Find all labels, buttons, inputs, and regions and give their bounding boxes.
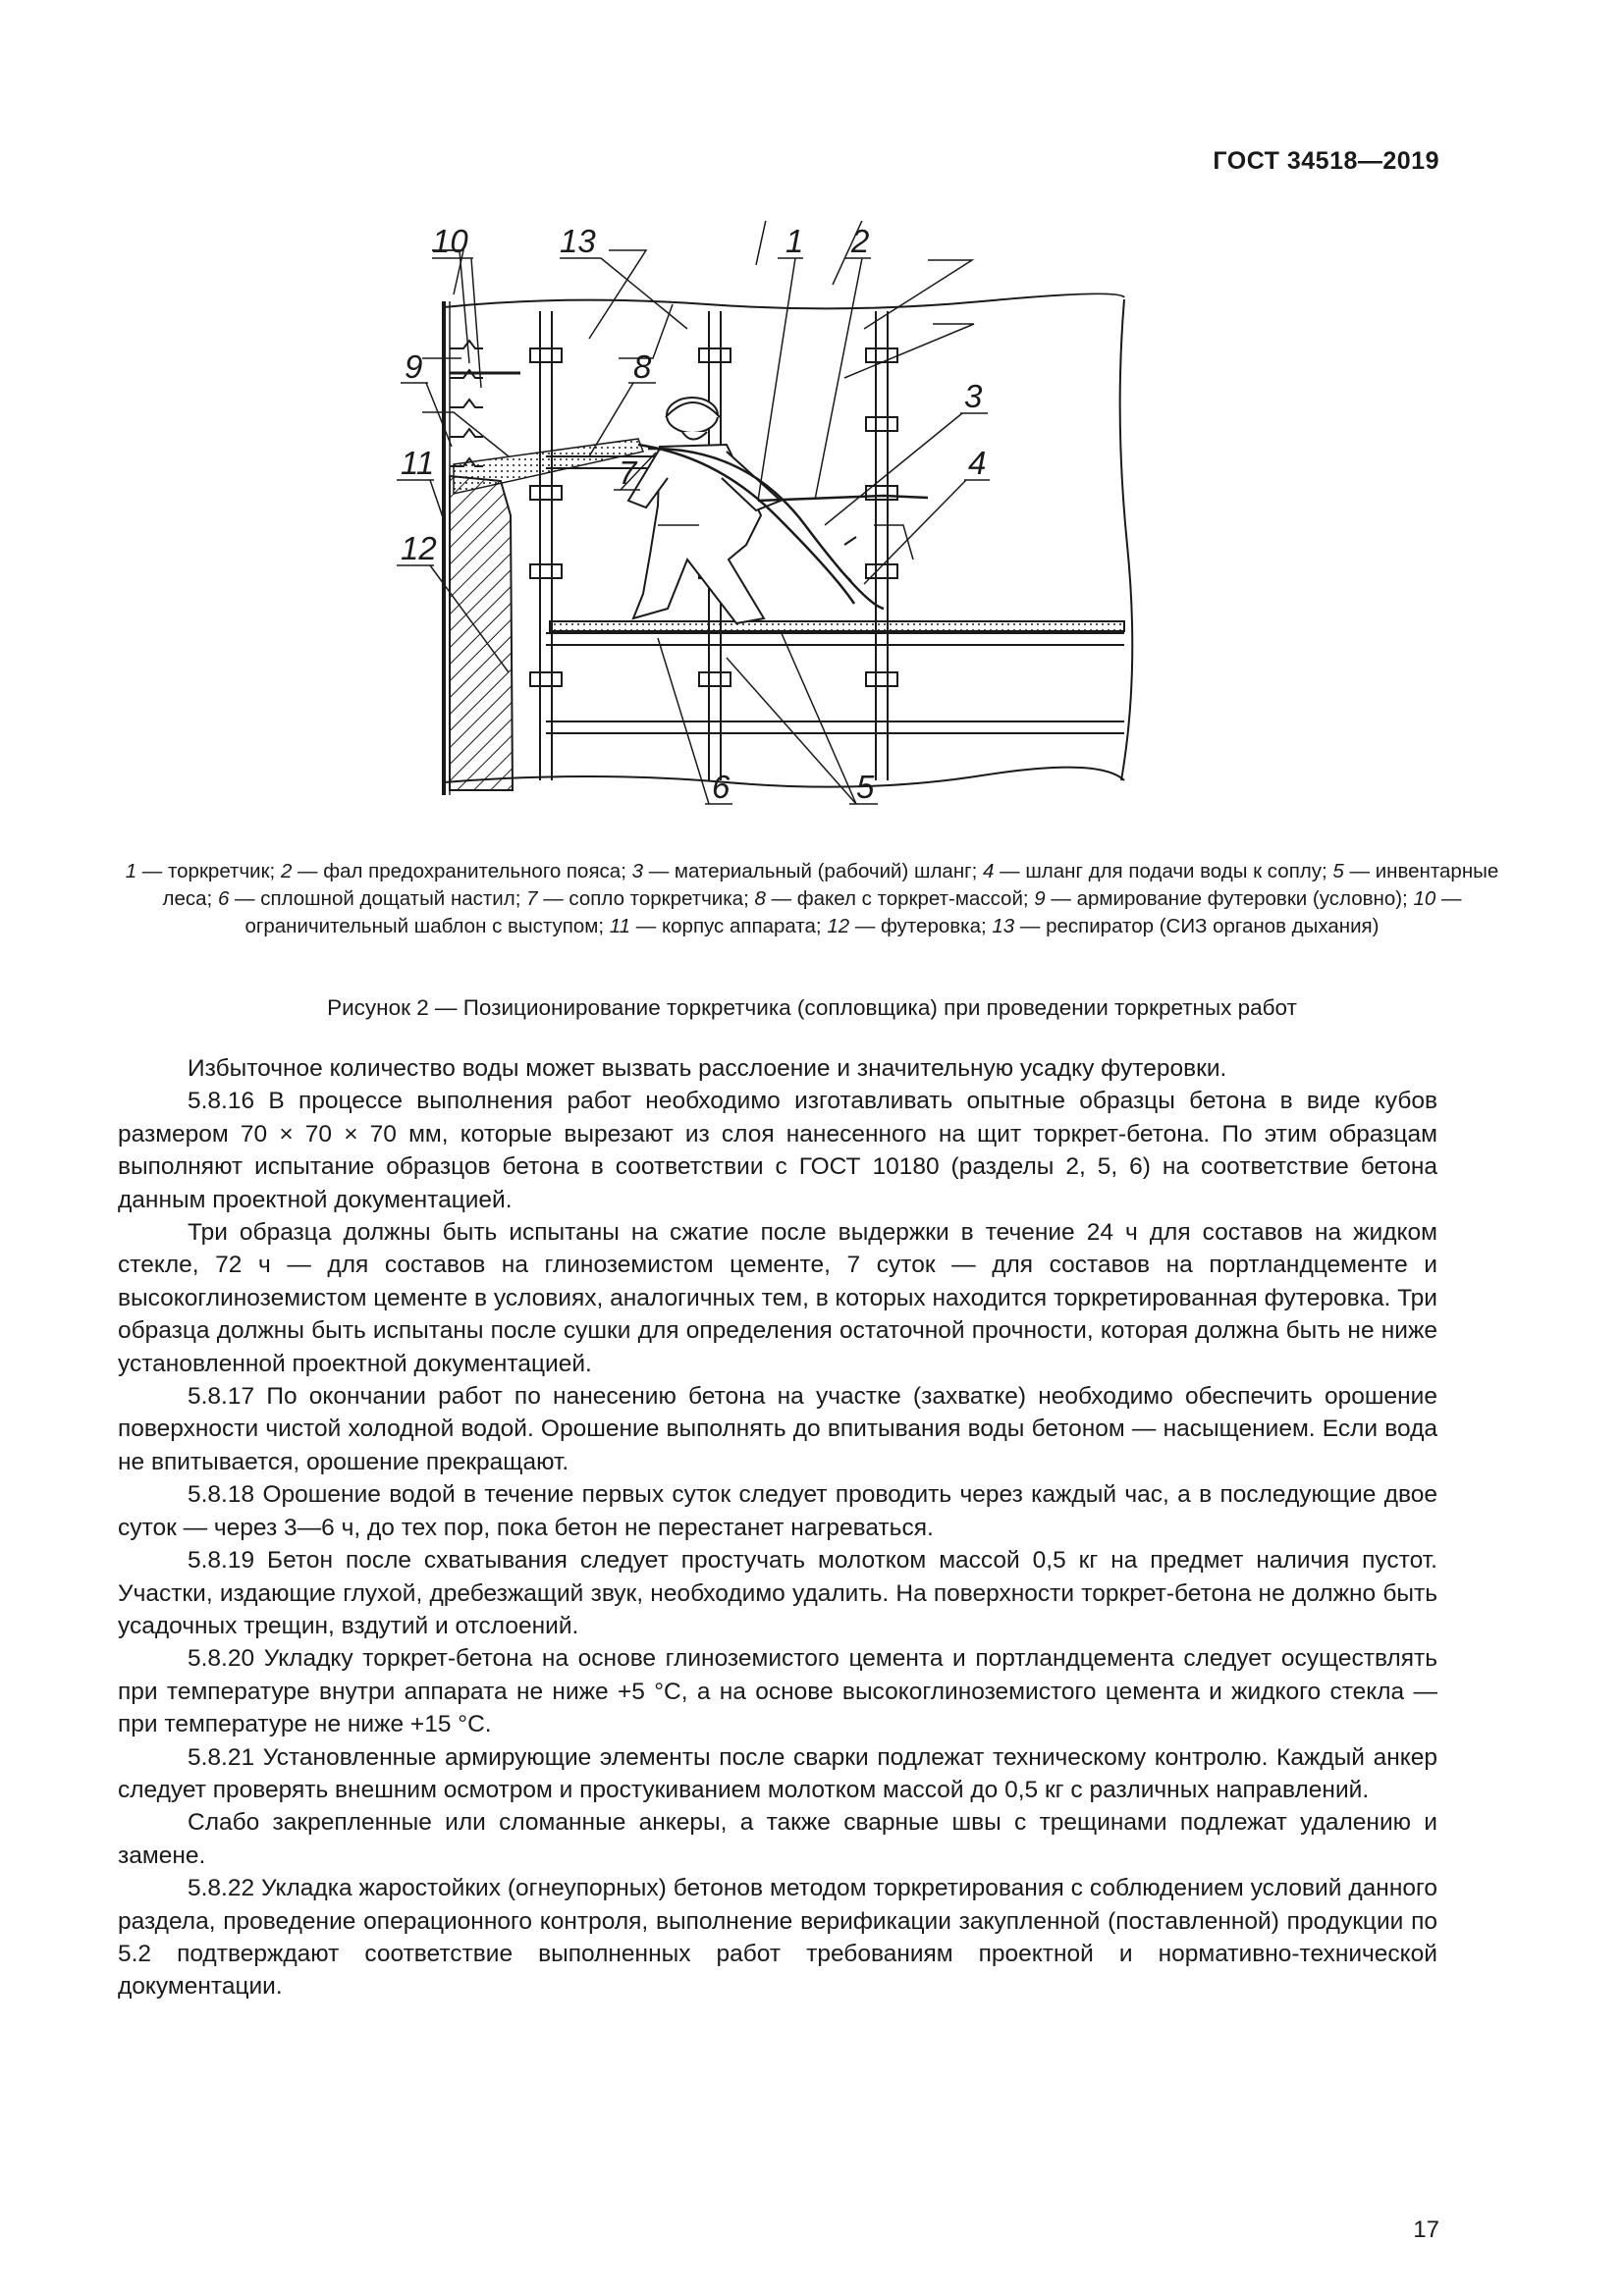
legend-text: — футеровка; (849, 915, 993, 937)
legend-number: 1 (125, 860, 137, 882)
legend-item (218, 887, 526, 910)
legend-item (827, 915, 992, 937)
legend-text: — факел с торкрет-массой; (765, 887, 1035, 910)
legend-number: 8 (754, 887, 766, 910)
legend-item (992, 915, 1379, 937)
legend-item (754, 887, 1034, 910)
callout-1: 1 (785, 223, 804, 259)
legend-number: 7 (526, 887, 538, 910)
legend-text: — фал предохранительного пояса; (292, 860, 632, 882)
legend-item (281, 860, 632, 882)
legend-text: — сплошной дощатый настил; (229, 887, 527, 910)
callout-8: 8 (633, 348, 652, 385)
paragraph: 5.8.20 Укладку торкрет-бетона на основе глиноземистого цемента и портландцемента следует осуществлять при температуре внутри аппарата не ниже +5 °С, а на основе высокоглиноземистого цемента и жидкого стекла — при температуре не ниже +15 °С. (118, 1645, 1437, 1738)
callout-13: 13 (560, 223, 596, 259)
legend-text: — торкретчик; (136, 860, 281, 882)
legend-item (632, 860, 983, 882)
legend-number: 12 (827, 915, 850, 937)
callout-5: 5 (856, 769, 875, 805)
callout-11: 11 (401, 445, 435, 481)
lining-hatched (450, 476, 513, 790)
legend-number: 3 (631, 860, 643, 882)
legend-number: 9 (1034, 887, 1046, 910)
callout-3: 3 (964, 378, 983, 414)
paragraph: 5.8.17 По окончании работ по нанесению бетона на участке (захватке) необходимо обеспечить орошение поверхности чистой холодной водой. Орошение выполнять до впитывания воды бетоном — насыщением. Если вода не впитывается, орошение прекращают. (118, 1383, 1437, 1475)
torcreting-illustration (393, 221, 1178, 820)
callout-6: 6 (712, 769, 731, 805)
worker-figure (628, 398, 781, 623)
legend-item (126, 860, 281, 882)
legend-text: — ограничительный шаблон с выступом; (244, 887, 1462, 937)
body-text (118, 1052, 1437, 2003)
break-line-bottom (444, 768, 1124, 787)
paragraph: 5.8.19 Бетон после схватывания следует простучать молотком массой 0,5 кг на предмет наличия пустот. Участки, издающие глухой, дребезжащий звук, необходимо удалить. На поверхности торкрет-бетона не должно быть усадочных трещин, вздутий и отслоений. (118, 1547, 1437, 1639)
legend-text: — инвентарные леса; (162, 860, 1499, 910)
figure-2-diagram (393, 221, 1178, 820)
legend-item (983, 860, 1332, 882)
break-line-top (444, 294, 1124, 308)
legend-number: 5 (1332, 860, 1344, 882)
figure-caption: Рисунок 2 — Позиционирование торкретчика (сопловщика) при проведении торкретных работ (327, 995, 1297, 1020)
callout-12: 12 (401, 530, 437, 566)
legend-number: 13 (992, 915, 1015, 937)
legend-number: 6 (217, 887, 230, 910)
paragraph: Избыточное количество воды может вызвать расслоение и значительную усадку футеровки. (188, 1055, 1227, 1082)
callout-2: 2 (851, 223, 870, 259)
paragraph: Слабо закрепленные или сломанные анкеры, а также сварные швы с трещинами подлежат удалению и замене. (118, 1809, 1437, 1869)
legend-text: — шланг для подачи воды к соплу; (994, 860, 1333, 882)
legend-text: — сопло торкретчика; (537, 887, 755, 910)
document-header: ГОСТ 34518—2019 (1213, 147, 1439, 175)
page-number: 17 (1413, 2216, 1439, 2243)
figure-legend (118, 858, 1506, 940)
paragraph: Три образца должны быть испытаны на сжатие после выдержки в течение 24 ч для составов на жидком стекле, 72 ч — для составов на глиноземистом цементе, 7 суток — для составов на портландцементе и высокоглиноземистом цементе в условиях, аналогичных тем, в которых находится торкретированная футеровка. Три образца должны быть испытаны после сушки для определения остаточной прочности, которая должна быть не ниже установленной проектной документацией. (118, 1219, 1437, 1377)
paragraph: 5.8.22 Укладка жаростойких (огнеупорных) бетонов методом торкретирования с соблюдением условий данного раздела, проведение операционного контроля, выполнение верификации закупленной (поставленной) продукции по 5.2 подтверждают соответствие выполненных работ требованиям проектной и нормативно-технической документации. (118, 1875, 1437, 2001)
legend-number: 4 (983, 860, 995, 882)
callout-4: 4 (968, 445, 987, 481)
legend-item (1034, 887, 1413, 910)
reinforcement-anchors (450, 341, 483, 466)
paragraph: 5.8.21 Установленные армирующие элементы после сварки подлежат техническому контролю. Каждый анкер следует проверять внешним осмотром и простукиванием молотком массой до 0,5 кг с различных направлений. (118, 1743, 1437, 1803)
callout-9: 9 (405, 348, 423, 385)
legend-text: — респиратор (СИЗ органов дыхания) (1014, 915, 1380, 937)
paragraph: 5.8.18 Орошение водой в течение первых суток следует проводить через каждый час, а в последующие двое суток — через 3—6 ч, до тех пор, пока бетон не перестанет нагреваться. (118, 1481, 1437, 1541)
legend-text: — материальный (рабочий) шланг; (643, 860, 984, 882)
legend-number: 10 (1413, 887, 1436, 910)
paragraph: 5.8.16 В процессе выполнения работ необходимо изготавливать опытные образцы бетона в виде кубов размером 70 × 70 × 70 мм, которые вырезают из слоя нанесенного на щит торкрет-бетона. По этим образцам выполняют испытание образцов бетона в соответствии с ГОСТ 10180 (разделы 2, 5, 6) на соответствие бетона данным проектной документацией. (118, 1088, 1437, 1213)
plank-deck (550, 621, 1124, 631)
legend-item (610, 915, 828, 937)
legend-number: 2 (280, 860, 293, 882)
legend-text: — корпус аппарата; (630, 915, 828, 937)
legend-item (526, 887, 754, 910)
callout-10: 10 (432, 223, 468, 259)
callout-7: 7 (619, 454, 637, 491)
legend-number: 11 (609, 915, 631, 937)
legend-text: — армирование футеровки (условно); (1045, 887, 1414, 910)
scaffolding (530, 311, 1124, 780)
